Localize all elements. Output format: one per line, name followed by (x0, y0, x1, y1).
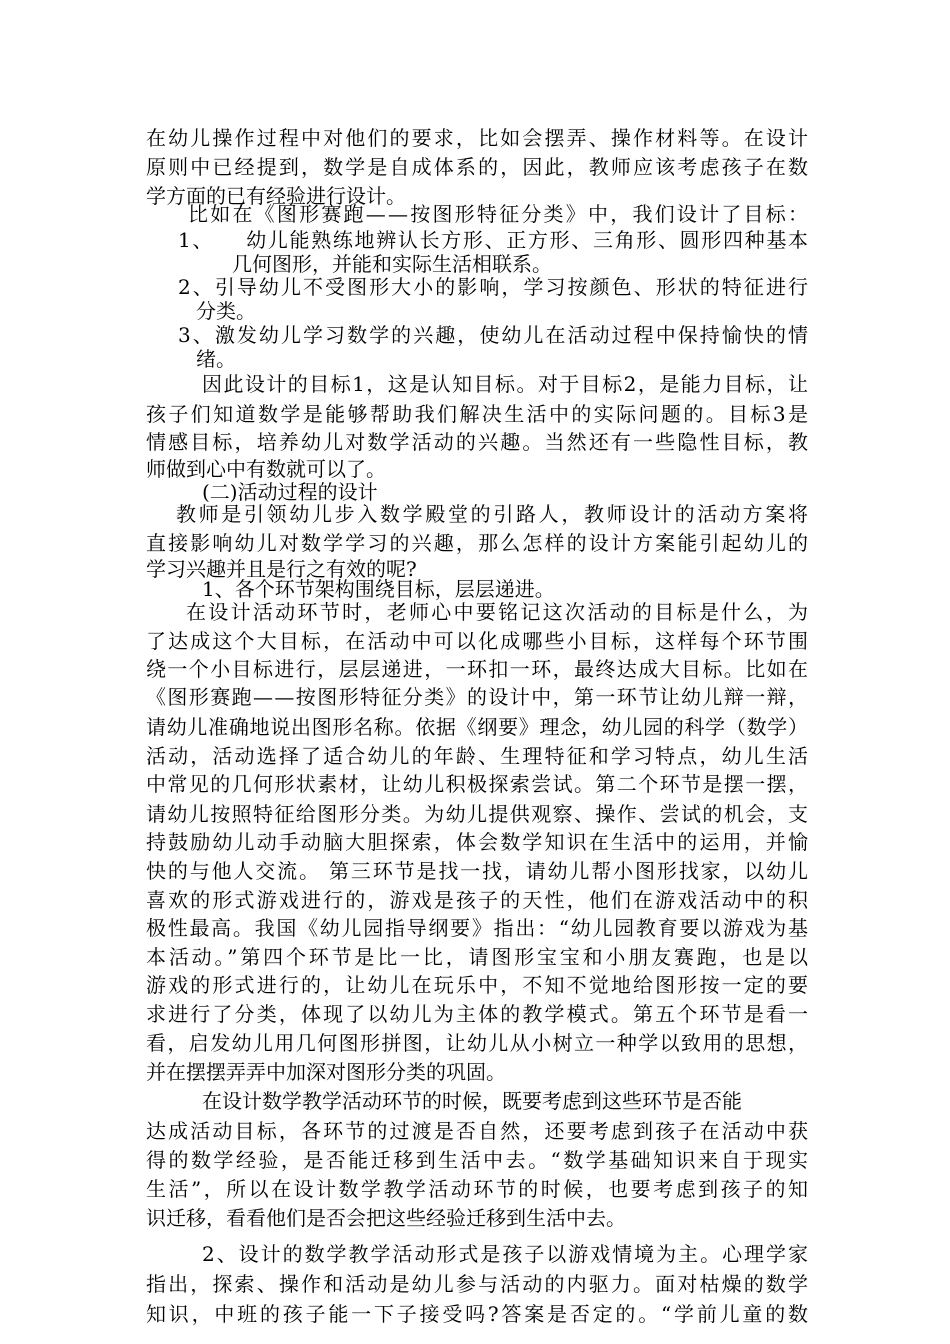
text-line: 喜欢的形式游戏进行的，游戏是孩子的天性，他们在游戏活动中的积 (146, 888, 811, 912)
text-line: 游戏的形式进行的，让幼儿在玩乐中，不知不觉地给图形按一定的要 (146, 973, 811, 997)
text-line: 看，启发幼儿用几何图形拼图，让幼儿从小树立一种学以致用的思想， (146, 1031, 810, 1055)
text-line: 持鼓励幼儿动手动脑大胆探索，体会数学知识在生活中的运用，并愉 (146, 830, 811, 854)
text-line: 学习兴趣并且是行之有效的呢? (146, 557, 417, 581)
text-line: 并在摆摆弄弄中加深对图形分类的巩固。 (146, 1060, 506, 1084)
text-line: 教师是引领幼儿步入数学殿堂的引路人，教师设计的活动方案将 (176, 502, 811, 526)
list-item: 2、引导幼儿不受图形大小的影响，学习按颜色、形状的特征进行 (178, 275, 811, 299)
text-line: 快的与他人交流。 第三环节是找一找，请幼儿帮小图形找家，以幼儿 (146, 859, 810, 883)
text-line: 达成活动目标，各环节的过渡是否自然，还要考虑到孩子在活动中获 (146, 1119, 811, 1143)
text-line: 识迁移，看看他们是否会把这些经验迁移到生活中去。 (146, 1206, 626, 1230)
text-line: 原则中已经提到，数学是自成体系的，因此，教师应该考虑孩子在数 (146, 155, 811, 179)
list-item: 1、 幼儿能熟练地辨认长方形、正方形、三角形、圆形四种基本 (178, 228, 810, 252)
text-line: 极性最高。我国《幼儿园指导纲要》指出：“幼儿园教育要以游戏为基 (146, 916, 810, 940)
text-line: 指出，探索、操作和活动是幼儿参与活动的内驱力。面对枯燥的数学 (146, 1272, 811, 1296)
text-line: 在设计活动环节时，老师心中要铭记这次活动的目标是什么，为 (186, 600, 811, 624)
text-line: 2、设计的数学教学活动形式是孩子以游戏情境为主。心理学家 (202, 1242, 810, 1266)
text-line: 因此设计的目标1，这是认知目标。对于目标2，是能力目标，让 (202, 372, 810, 396)
text-line: 几何图形，并能和实际生活相联系。 (232, 252, 552, 276)
text-line: 师做到心中有数就可以了。 (146, 457, 386, 481)
text-line: 绕一个小目标进行，层层递进，一环扣一环，最终达成大目标。比如在 (146, 657, 810, 681)
text-line: 在幼儿操作过程中对他们的要求，比如会摆弄、操作材料等。在设计 (146, 126, 811, 150)
text-line: 请幼儿按照特征给图形分类。为幼儿提供观察、操作、尝试的机会，支 (146, 802, 810, 826)
text-line: 学方面的已有经验进行设计。 (146, 184, 406, 208)
text-line: 了达成这个大目标，在活动中可以化成哪些小目标，这样每个环节围 (146, 629, 811, 653)
text-line: 在设计数学教学活动环节的时候，既要考虑到这些环节是否能 (202, 1089, 742, 1113)
text-line: 比如在《图形赛跑——按图形特征分类》中，我们设计了目标： (188, 202, 811, 226)
text-line: 得的数学经验，是否能迁移到生活中去。“数学基础知识来自于现实 (146, 1148, 811, 1172)
text-line: 情感目标，培养幼儿对数学活动的兴趣。当然还有一些隐性目标，教 (146, 430, 811, 454)
text-line: 直接影响幼儿对数学学习的兴趣，那么怎样的设计方案能引起幼儿的 (146, 531, 811, 555)
text-line: 活动，活动选择了适合幼儿的年龄、生理特征和学习特点，幼儿生活 (146, 744, 811, 768)
text-line: 中常见的几何形状素材，让幼儿积极探索尝试。第二个环节是摆一摆， (146, 772, 810, 796)
text-line: 请幼儿准确地说出图形名称。依据《纲要》理念，幼儿园的科学（数学） (146, 715, 809, 739)
text-line: 求进行了分类，体现了以幼儿为主体的教学模式。第五个环节是看一 (146, 1002, 811, 1026)
text-line: 绪。 (196, 347, 236, 371)
section-heading: (二)活动过程的设计 (202, 480, 378, 504)
text-line: 生活”，所以在设计数学教学活动环节的时候，也要考虑到孩子的知 (146, 1177, 811, 1201)
list-item: 3、激发幼儿学习数学的兴趣，使幼儿在活动过程中保持愉快的情 (178, 323, 811, 347)
text-line: 知识，中班的孩子能一下子接受吗?答案是否定的。“学前儿童的数 (146, 1302, 811, 1326)
text-line: 孩子们知道数学是能够帮助我们解决生活中的实际问题的。目标3是 (146, 402, 811, 426)
text-line: 本活动。”第四个环节是比一比，请图形宝宝和小朋友赛跑，也是以 (146, 945, 811, 969)
text-line: 分类。 (196, 299, 256, 323)
text-line: 《图形赛跑——按图形特征分类》的设计中，第一环节让幼儿辩一辩， (146, 685, 810, 709)
subsection-heading: 1、各个环节架构围绕目标，层层递进。 (202, 577, 555, 601)
